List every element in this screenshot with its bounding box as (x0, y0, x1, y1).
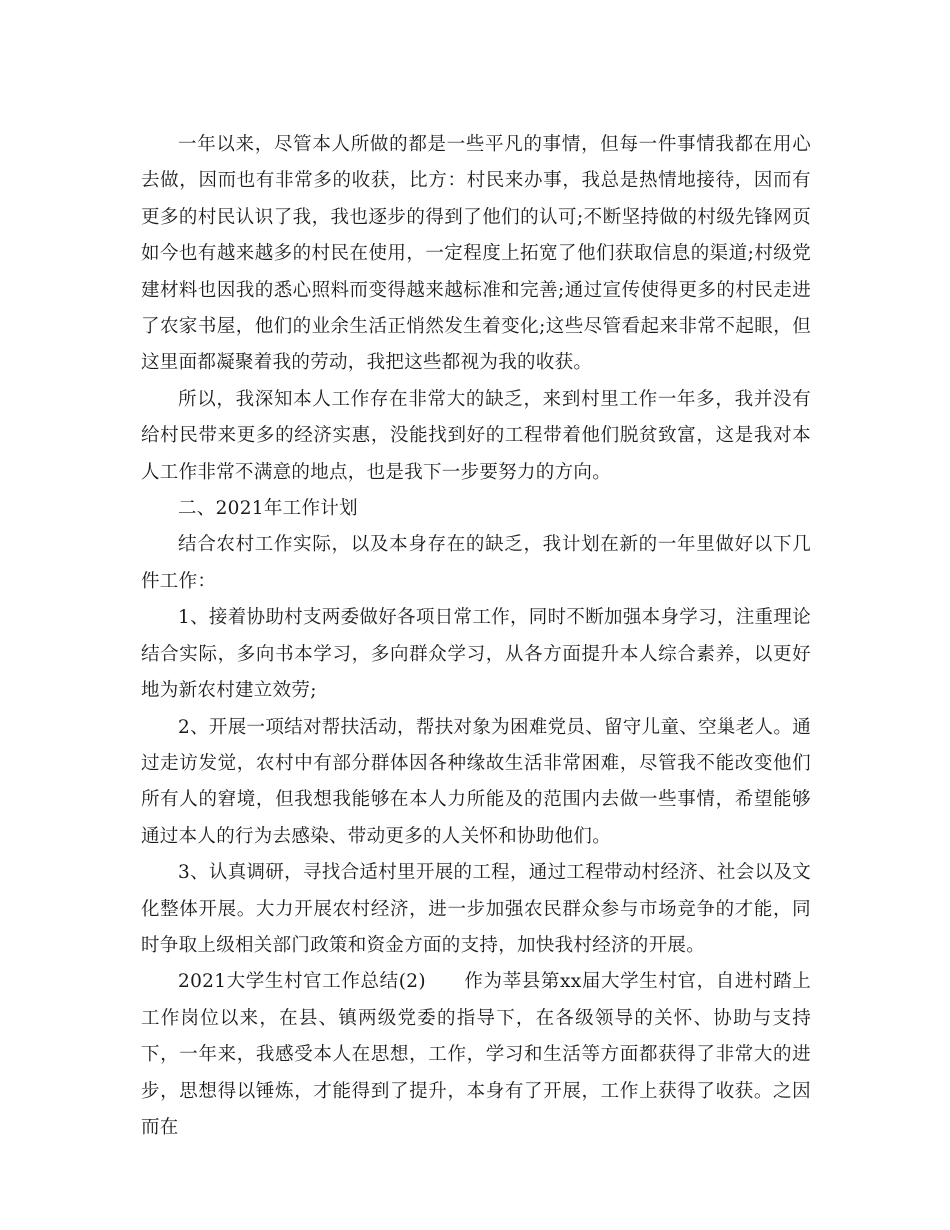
paragraph-plan-intro: 结合农村工作实际，以及本身存在的缺乏，我计划在新的一年里做好以下几件工作： (141, 534, 811, 592)
document-page (141, 127, 811, 1146)
paragraph-shortcomings: 所以，我深知本人工作存在非常大的缺乏，来到村里工作一年多，我并没有给村民带来更多的经济实惠，没能找到好的工程带着他们脱贫致富，这是我对本人工作非常不满意的地点，也是我下一步要努力的方向。 (141, 388, 811, 483)
section-heading-work-plan: 二、2021年工作计划 (178, 498, 358, 520)
paragraph-plan-item-3: 3、认真调研，寻找合适村里开展的工程，通过工程带动村经济、社会以及文化整体开展。大力开展农村经济，进一步加强农民群众参与市场竞争的才能，同时争取上级相关部门政策和资金方面的支持，加快我村经济的开展。 (141, 862, 811, 956)
paragraph-plan-item-1: 1、接着协助村支两委做好各项日常工作，同时不断加强本身学习，注重理论结合实际，多向书本学习，多向群众学习，从各方面提升本人综合素养，以更好地为新农村建立效劳; (141, 607, 811, 702)
paragraph-plan-item-2: 2、开展一项结对帮扶活动，帮扶对象为困难党员、留守儿童、空巢老人。通过走访发觉，农村中有部分群体因各种缘故生活非常困难，尽管我不能改变他们所有人的窘境，但我想我能够在本人力所能及的范围内去做一些事情，希望能够通过本人的行为去感染、带动更多的人关怀和协助他们。 (141, 716, 811, 847)
paragraph-achievements: 一年以来，尽管本人所做的都是一些平凡的事情，但每一件事情我都在用心去做，因而也有非常多的收获，比方：村民来办事，我总是热情地接待，因而有更多的村民认识了我，我也逐步的得到了他们的认可;不断坚持做的村级先锋网页如今也有越来越多的村民在使用，一定程度上拓宽了他们获取信息的渠道;村级党建材料也因我的悉心照料而变得越来越标准和完善;通过宣传使得更多的村民走进了农家书屋，他们的业余生活正悄然发生着变化;这些尽管看起来非常不起眼，但这里面都凝聚着我的劳动，我把这些都视为我的收获。 (141, 134, 811, 374)
paragraph-summary-2: 2021大学生村官工作总结(2) 作为莘县第xx届大学生村官，自进村踏上工作岗位以来，在县、镇两级党委的指导下，在各级领导的关怀、协助与支持下，一年来，我感受本人在思想，工作，学习和生活等方面都获得了非常大的进步，思想得以锤炼，才能得到了提升，本身有了开展，工作上获得了收获。之因而在 (141, 971, 811, 1138)
